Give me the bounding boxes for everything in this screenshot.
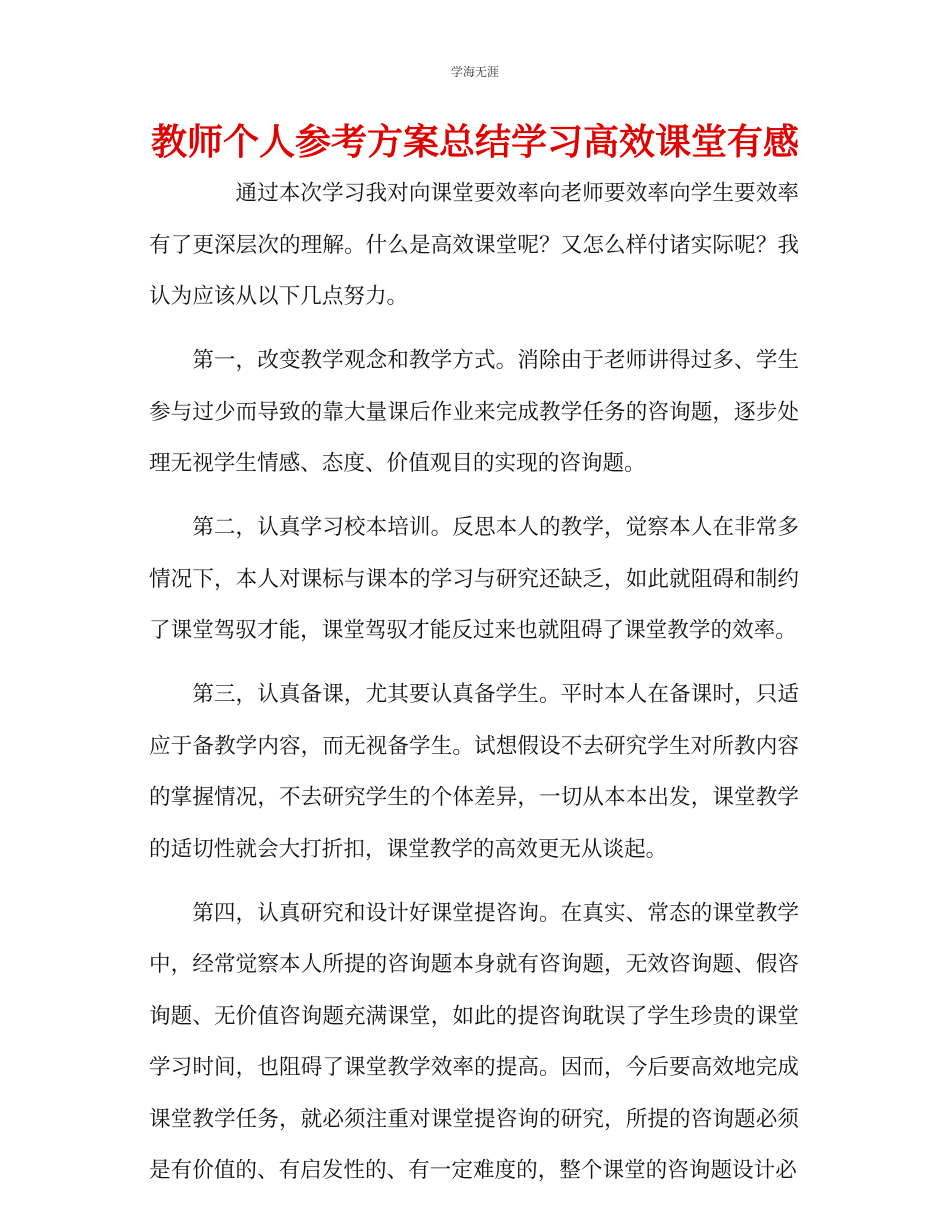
document-body <box>149 168 799 1209</box>
paragraph-point-4: 第四，认真研究和设计好课堂提咨询。在真实、常态的课堂教学中，经常觉察本人所提的咨询题本身就有咨询题，无效咨询题、假咨询题、无价值咨询题充满课堂，如此的提咨询耽误了学生珍贵的课堂学习时间，也阻碍了课堂教学效率的提高。因而，今后要高效地完成课堂教学任务，就必须注重对课堂提咨询的研究，所提的咨询题必须是有价值的、有启发性的、有一定难度的，整个课堂的咨询题设计必 <box>149 900 799 1183</box>
paragraph-point-3: 第三，认真备课，尤其要认真备学生。平时本人在备课时，只适应于备教学内容，而无视备学生。试想假设不去研究学生对所教内容的掌握情况，不去研究学生的个体差异，一切从本本出发，课堂教学的适切性就会大打折扣，课堂教学的高效更无从谈起。 <box>149 682 799 862</box>
page-header: 学海无涯 <box>450 65 499 79</box>
paragraph-point-1: 第一，改变教学观念和教学方式。消除由于老师讲得过多、学生参与过少而导致的靠大量课后作业来完成教学任务的咨询题，逐步处理无视学生情感、态度、价值观目的实现的咨询题。 <box>149 348 799 476</box>
paragraph-intro: 通过本次学习我对向课堂要效率向老师要效率向学生要效率有了更深层次的理解。什么是高效课堂呢？又怎么样付诸实际呢？我认为应该从以下几点努力。 <box>149 181 799 309</box>
document-title: 教师个人参考方案总结学习高效课堂有感 <box>150 122 799 163</box>
paragraph-point-2: 第二，认真学习校本培训。反思本人的教学，觉察本人在非常多情况下，本人对课标与课本的学习与研究还缺乏，如此就阻碍和制约了课堂驾驭才能，课堂驾驭才能反过来也就阻碍了课堂教学的效率。 <box>149 515 799 643</box>
